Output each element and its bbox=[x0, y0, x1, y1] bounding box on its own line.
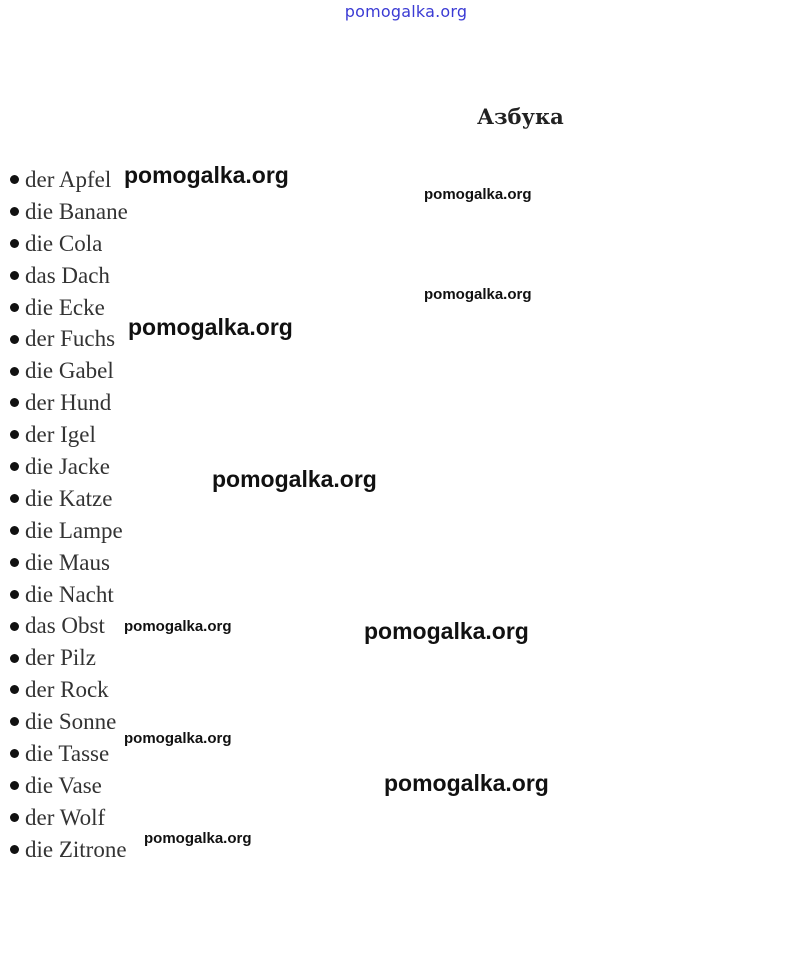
list-item bbox=[10, 706, 128, 738]
bullet-icon bbox=[10, 717, 19, 726]
watermark-text: pomogalka.org bbox=[144, 830, 252, 847]
word-text: die Jacke bbox=[25, 454, 110, 480]
list-item bbox=[10, 770, 128, 802]
list-item bbox=[10, 164, 128, 196]
bullet-icon bbox=[10, 207, 19, 216]
word-text: die Lampe bbox=[25, 517, 123, 543]
word-text: das Obst bbox=[25, 613, 105, 639]
list-item bbox=[10, 610, 128, 642]
bullet-icon bbox=[10, 845, 19, 854]
watermark-text: pomogalka.org bbox=[364, 618, 529, 644]
word-text: die Cola bbox=[25, 230, 103, 256]
word-text: die Ecke bbox=[25, 294, 105, 320]
page-title: Азбука bbox=[477, 104, 564, 129]
list-item bbox=[10, 196, 128, 228]
bullet-icon bbox=[10, 654, 19, 663]
list-item bbox=[10, 260, 128, 292]
list-item bbox=[10, 802, 128, 834]
bullet-icon bbox=[10, 367, 19, 376]
watermark-text: pomogalka.org bbox=[128, 314, 293, 340]
word-list bbox=[10, 164, 128, 866]
word-text: der Apfel bbox=[25, 167, 112, 192]
bullet-icon bbox=[10, 749, 19, 758]
watermark-text: pomogalka.org bbox=[124, 618, 232, 635]
bullet-icon bbox=[10, 239, 19, 248]
bullet-icon bbox=[10, 558, 19, 567]
list-item bbox=[10, 355, 128, 387]
bullet-icon bbox=[10, 494, 19, 503]
watermark-text: pomogalka.org bbox=[124, 162, 289, 188]
list-item bbox=[10, 515, 128, 547]
word-text: das Dach bbox=[25, 262, 110, 288]
word-text: die Nacht bbox=[25, 581, 114, 607]
bullet-icon bbox=[10, 462, 19, 471]
bullet-icon bbox=[10, 622, 19, 631]
watermark-text: pomogalka.org bbox=[424, 286, 532, 303]
word-text: der Igel bbox=[25, 422, 96, 448]
bullet-icon bbox=[10, 335, 19, 344]
word-text: der Pilz bbox=[25, 645, 96, 671]
list-item bbox=[10, 834, 128, 866]
watermark-text: pomogalka.org bbox=[424, 186, 532, 203]
list-item bbox=[10, 674, 128, 706]
site-header-link: pomogalka.org bbox=[344, 2, 468, 21]
list-item bbox=[10, 419, 128, 451]
word-text: der Hund bbox=[25, 390, 112, 416]
word-text: die Katze bbox=[25, 485, 113, 511]
bullet-icon bbox=[10, 590, 19, 599]
list-item bbox=[10, 292, 128, 324]
word-text: die Maus bbox=[25, 549, 110, 575]
watermark-text: pomogalka.org bbox=[124, 730, 232, 747]
word-text: die Vase bbox=[25, 772, 102, 798]
word-text: die Zitrone bbox=[25, 836, 127, 862]
list-item bbox=[10, 228, 128, 260]
word-text: die Gabel bbox=[25, 358, 114, 384]
bullet-icon bbox=[10, 781, 19, 790]
list-item bbox=[10, 387, 128, 419]
bullet-icon bbox=[10, 271, 19, 280]
list-item bbox=[10, 483, 128, 515]
watermark-text: pomogalka.org bbox=[384, 770, 549, 796]
list-item bbox=[10, 451, 128, 483]
bullet-icon bbox=[10, 175, 19, 184]
list-item bbox=[10, 547, 128, 579]
list-item bbox=[10, 738, 128, 770]
bullet-icon bbox=[10, 430, 19, 439]
list-item bbox=[10, 323, 128, 355]
word-text: die Banane bbox=[25, 198, 128, 224]
bullet-icon bbox=[10, 813, 19, 822]
watermark-text: pomogalka.org bbox=[212, 466, 377, 492]
word-text: die Tasse bbox=[25, 741, 110, 767]
bullet-icon bbox=[10, 398, 19, 407]
word-text: die Sonne bbox=[25, 709, 117, 735]
bullet-icon bbox=[10, 526, 19, 535]
word-text: der Fuchs bbox=[25, 326, 116, 352]
word-text: der Wolf bbox=[25, 804, 106, 830]
bullet-icon bbox=[10, 303, 19, 312]
bullet-icon bbox=[10, 685, 19, 694]
word-text: der Rock bbox=[25, 677, 109, 703]
list-item bbox=[10, 642, 128, 674]
list-item bbox=[10, 579, 128, 611]
